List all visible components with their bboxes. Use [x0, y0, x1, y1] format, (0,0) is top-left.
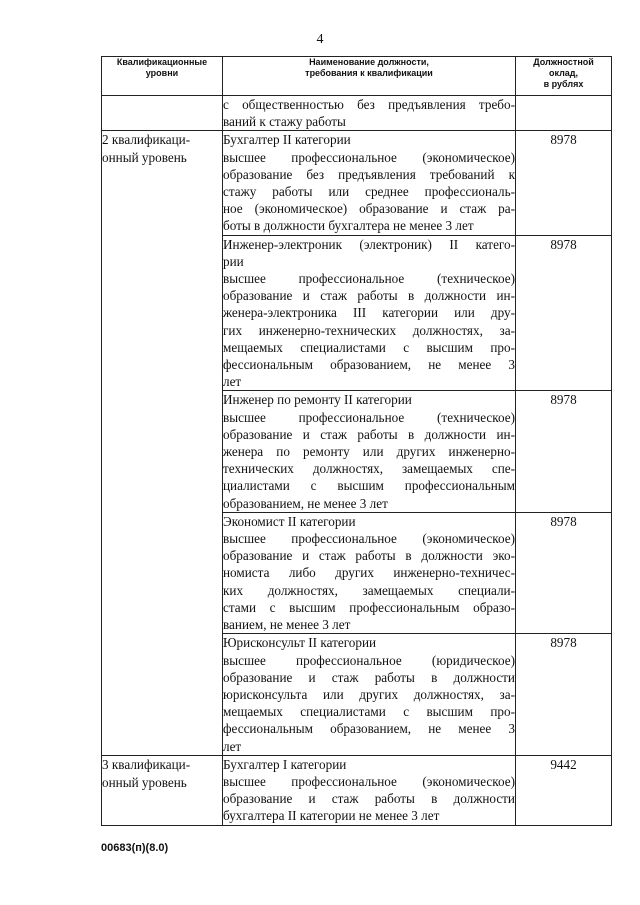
qualification-level-cell [102, 755, 223, 825]
description-line: высшее профессиональное (экономическое) [223, 531, 515, 547]
position-description-cell [223, 235, 516, 391]
qualification-table [101, 56, 612, 826]
page-number: 4 [316, 32, 324, 47]
position-title: Юрисконсульт II категории [223, 635, 377, 651]
header-text-line: в рублях [543, 79, 584, 89]
description-line: образование и стаж работы в должности [223, 669, 515, 685]
description-line: фессиональным образованием, не менее 3 [223, 721, 515, 737]
description-line: лет [223, 738, 242, 754]
description-line: женера-электроника III категории или дру- [223, 305, 515, 321]
table-header-row [102, 57, 612, 96]
description-line: стами с высшим профессиональным образо- [223, 599, 515, 615]
description-line: образование и стаж работы в должности эко- [223, 548, 515, 564]
description-line: юрисконсульта или других должностях, за- [223, 686, 515, 702]
position-description-cell [223, 391, 516, 512]
description-line: ванием, не менее 3 лет [223, 617, 351, 633]
description-line: женера по ремонту или других инженерно- [223, 444, 515, 460]
position-title: рии [223, 253, 244, 269]
salary-value: 9442 [516, 755, 612, 825]
qualification-level-cell [102, 131, 223, 755]
description-line: технических должностях, замещаемых спе- [223, 461, 515, 477]
header-position-requirements [223, 57, 516, 96]
description-line: ное (экономическое) образование и стаж ра- [223, 201, 515, 217]
description-line: ких должностях, замещаемых специали- [223, 582, 515, 598]
header-text-line: требования к квалификации [305, 68, 433, 78]
position-description-cell [223, 512, 516, 633]
header-text-line: Наименование должности, [309, 57, 429, 67]
description-line: образование и стаж работы в должности ин- [223, 288, 515, 304]
description-line: высшее профессиональное (экономическое) [223, 149, 515, 165]
salary-value: 8978 [516, 131, 612, 235]
position-description-cell [223, 96, 516, 131]
description-line: стажу работы или среднее профессиональ- [223, 184, 515, 200]
table-row [102, 96, 612, 131]
position-description-cell [223, 634, 516, 755]
position-title: Бухгалтер II категории [223, 132, 351, 148]
header-text-line: Квалификационные [116, 57, 208, 67]
position-description-cell [223, 755, 516, 825]
header-text-line: оклад, [548, 68, 579, 78]
description-line: лет [223, 374, 242, 390]
description-line: высшее профессиональное (техническое) [223, 409, 515, 425]
description-line: высшее профессиональное (техническое) [223, 271, 515, 287]
position-title: Экономист II категории [223, 513, 356, 529]
description-line: образованием, не менее 3 лет [223, 495, 388, 511]
level-label-line: 3 квалификаци- [102, 756, 191, 772]
description-line: циалистами с высшим профессиональным [223, 478, 515, 494]
salary-value: 8978 [516, 512, 612, 633]
description-line: образование и стаж работы в должности ин- [223, 426, 515, 442]
description-line: образование и стаж работы в должности [223, 791, 515, 807]
salary-value: 8978 [516, 391, 612, 512]
table-row [102, 131, 612, 235]
description-line: высшее профессиональное (юридическое) [223, 652, 515, 668]
level-label-line: онный уровень [102, 774, 187, 790]
description-line: фессиональным образованием, не менее 3 [223, 357, 515, 373]
position-title: Инженер-электроник (электроник) II катего- [223, 236, 515, 252]
header-text-line: Должностной [533, 57, 594, 67]
description-line: мещаемых специалистами с высшим про- [223, 339, 515, 355]
description-line: гих инженерно-технических должностях, за- [223, 322, 515, 338]
position-title: Бухгалтер I категории [223, 756, 347, 772]
position-title: Инженер по ремонту II категории [223, 392, 412, 408]
header-qualification-levels [102, 57, 223, 96]
description-line: ваний к стажу работы [223, 114, 346, 130]
document-code: 00683(п)(8.0) [101, 842, 169, 854]
position-description-cell [223, 131, 516, 235]
level-cell-empty [102, 96, 223, 131]
description-line: бухгалтера II категории не менее 3 лет [223, 808, 440, 824]
salary-cell-empty [516, 96, 612, 131]
level-label-line: онный уровень [102, 150, 187, 166]
header-salary [516, 57, 612, 96]
description-line: мещаемых специалистами с высшим про- [223, 704, 515, 720]
description-line: с общественностью без предъявления требо- [223, 97, 515, 112]
header-text-line: уровни [145, 68, 179, 78]
description-line: номиста либо других инженерно-техничес- [223, 565, 515, 581]
level-label-line: 2 квалификаци- [102, 132, 191, 148]
description-line: образование без предъявления требований к [223, 166, 515, 182]
description-line: боты в должности бухгалтера не менее 3 лет [223, 218, 474, 234]
salary-value: 8978 [516, 235, 612, 391]
salary-value: 8978 [516, 634, 612, 755]
table-row [102, 755, 612, 825]
description-line: высшее профессиональное (экономическое) [223, 773, 515, 789]
